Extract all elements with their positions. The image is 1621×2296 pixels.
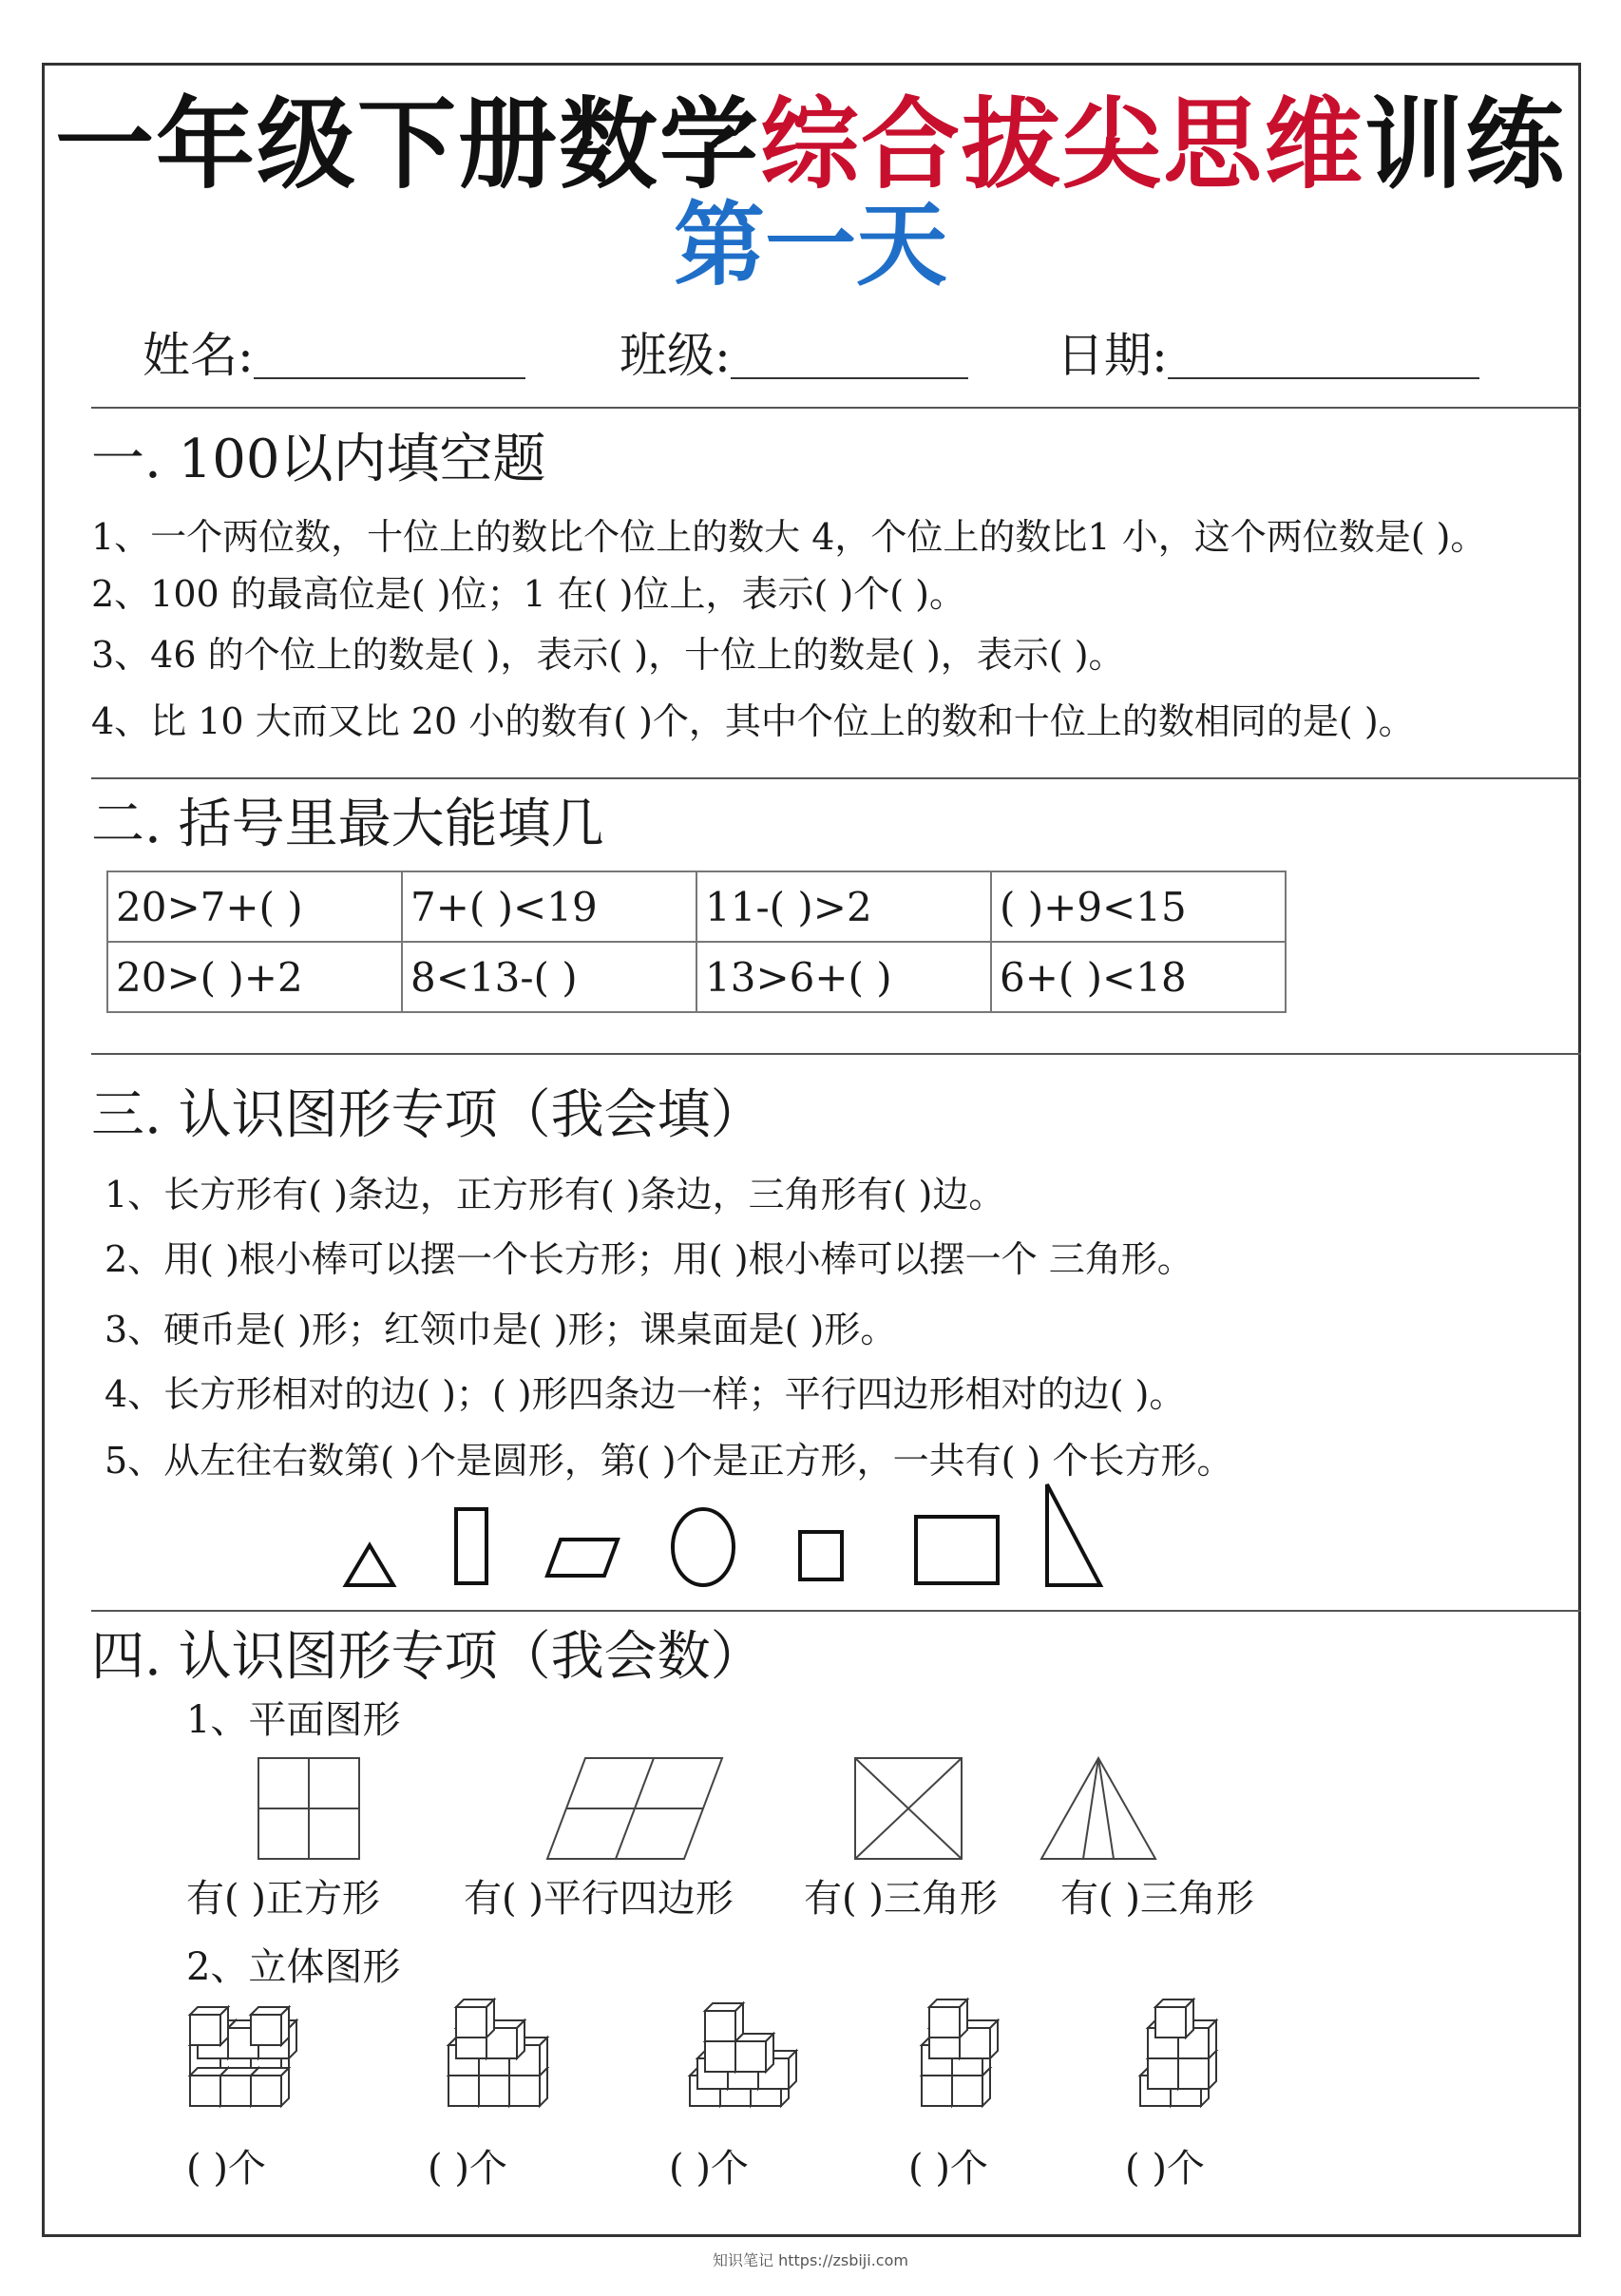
solid-answer: ( )个 — [1125, 2147, 1205, 2191]
title-part-3: 训练 — [1364, 86, 1567, 202]
crossed-square-icon — [855, 1758, 962, 1859]
table-row — [107, 942, 1286, 1012]
solid-answer: ( )个 — [669, 2147, 749, 2191]
solid-figures — [171, 1996, 1273, 2129]
parallelogram-icon — [547, 1540, 618, 1576]
tall-rectangle-icon — [456, 1509, 486, 1583]
table-cell[interactable]: 11-( )>2 — [696, 871, 991, 942]
split-triangle-icon — [1041, 1758, 1155, 1859]
comparison-table — [106, 871, 1287, 1013]
name-label: 姓名: — [143, 328, 254, 383]
name-blank[interactable] — [254, 328, 525, 379]
table-cell[interactable]: ( )+9<15 — [991, 871, 1286, 942]
section-3-question: 4、长方形相对的边( )；( )形四条边一样；平行四边形相对的边( )。 — [105, 1373, 1186, 1415]
solid-figures-label: 2、立体图形 — [186, 1945, 401, 1989]
date-field[interactable] — [1057, 328, 1479, 383]
divider — [91, 1610, 1581, 1612]
cube-stack-icon — [922, 1999, 998, 2106]
section-2-heading: 二. 括号里最大能填几 — [91, 794, 604, 855]
table-row — [107, 871, 1286, 942]
cube-stack-icon — [448, 1999, 547, 2106]
table-cell[interactable]: 7+( )<19 — [402, 871, 696, 942]
table-cell[interactable]: 13>6+( ) — [696, 942, 991, 1012]
section-3-question: 3、硬币是( )形；红领巾是( )形；课桌面是( )形。 — [105, 1309, 897, 1350]
section-3-question: 2、用( )根小棒可以摆一个长方形；用( )根小棒可以摆一个 三角形。 — [105, 1238, 1193, 1280]
square-icon — [800, 1532, 842, 1579]
plane-answer: 有( )三角形 — [804, 1877, 998, 1921]
table-cell[interactable]: 20>( )+2 — [107, 942, 402, 1012]
cube-stack-icon — [1140, 1999, 1216, 2106]
page-title — [0, 86, 1621, 202]
name-field[interactable] — [143, 328, 525, 383]
date-label: 日期: — [1057, 328, 1168, 383]
section-3-heading: 三. 认识图形专项（我会填） — [91, 1084, 764, 1146]
section-1-question: 1、一个两位数，十位上的数比个位上的数大 4，个位上的数比1 小，这个两位数是( )。 — [91, 516, 1487, 558]
title-part-2: 综合拔尖思维 — [759, 86, 1364, 202]
page-subtitle: 第一天 — [674, 192, 947, 298]
parallelogram-grid-icon — [547, 1758, 722, 1859]
plane-figures — [247, 1749, 1273, 1872]
table-cell[interactable]: 8<13-( ) — [402, 942, 696, 1012]
right-triangle-icon — [1047, 1484, 1100, 1585]
cube-stack-icon — [690, 2003, 796, 2106]
title-part-1: 一年级下册数学 — [54, 86, 760, 202]
cube-stack-icon — [190, 2007, 296, 2106]
section-1-heading: 一. 100以内填空题 — [91, 429, 546, 490]
shape-row — [333, 1479, 1112, 1593]
divider — [91, 407, 1581, 409]
table-cell[interactable]: 20>7+( ) — [107, 871, 402, 942]
solid-answer: ( )个 — [908, 2147, 988, 2191]
plane-figures-label: 1、平面图形 — [186, 1698, 401, 1742]
solid-answer: ( )个 — [186, 2147, 266, 2191]
section-1-question: 3、46 的个位上的数是( )，表示( )，十位上的数是( )，表示( )。 — [91, 634, 1125, 676]
section-3-question: 5、从左往右数第( )个是圆形，第( )个是正方形，一共有( ) 个长方形。 — [105, 1440, 1233, 1482]
footer-watermark: 知识笔记 https://zsbiji.com — [713, 2251, 908, 2269]
rectangle-icon — [916, 1517, 998, 1583]
section-3-question: 1、长方形有( )条边，正方形有( )条边，三角形有( )边。 — [105, 1174, 1005, 1215]
class-blank[interactable] — [731, 328, 968, 379]
section-1-question: 2、100 的最高位是( )位；1 在( )位上，表示( )个( )。 — [91, 573, 965, 615]
section-4-heading: 四. 认识图形专项（我会数） — [91, 1626, 764, 1688]
date-blank[interactable] — [1168, 328, 1479, 379]
class-label: 班级: — [620, 328, 731, 383]
table-cell[interactable]: 6+( )<18 — [991, 942, 1286, 1012]
plane-answer: 有( )三角形 — [1060, 1877, 1254, 1921]
plane-answer: 有( )正方形 — [186, 1877, 380, 1921]
square-grid-icon — [258, 1758, 359, 1859]
triangle-icon — [346, 1545, 393, 1585]
solid-answer: ( )个 — [428, 2147, 507, 2191]
plane-answer: 有( )平行四边形 — [464, 1877, 734, 1921]
section-1-question: 4、比 10 大而又比 20 小的数有( )个，其中个位上的数和十位上的数相同的是( )。 — [91, 700, 1415, 742]
oval-icon — [673, 1509, 734, 1585]
divider — [91, 777, 1581, 779]
divider — [91, 1053, 1581, 1055]
class-field[interactable] — [620, 328, 968, 383]
